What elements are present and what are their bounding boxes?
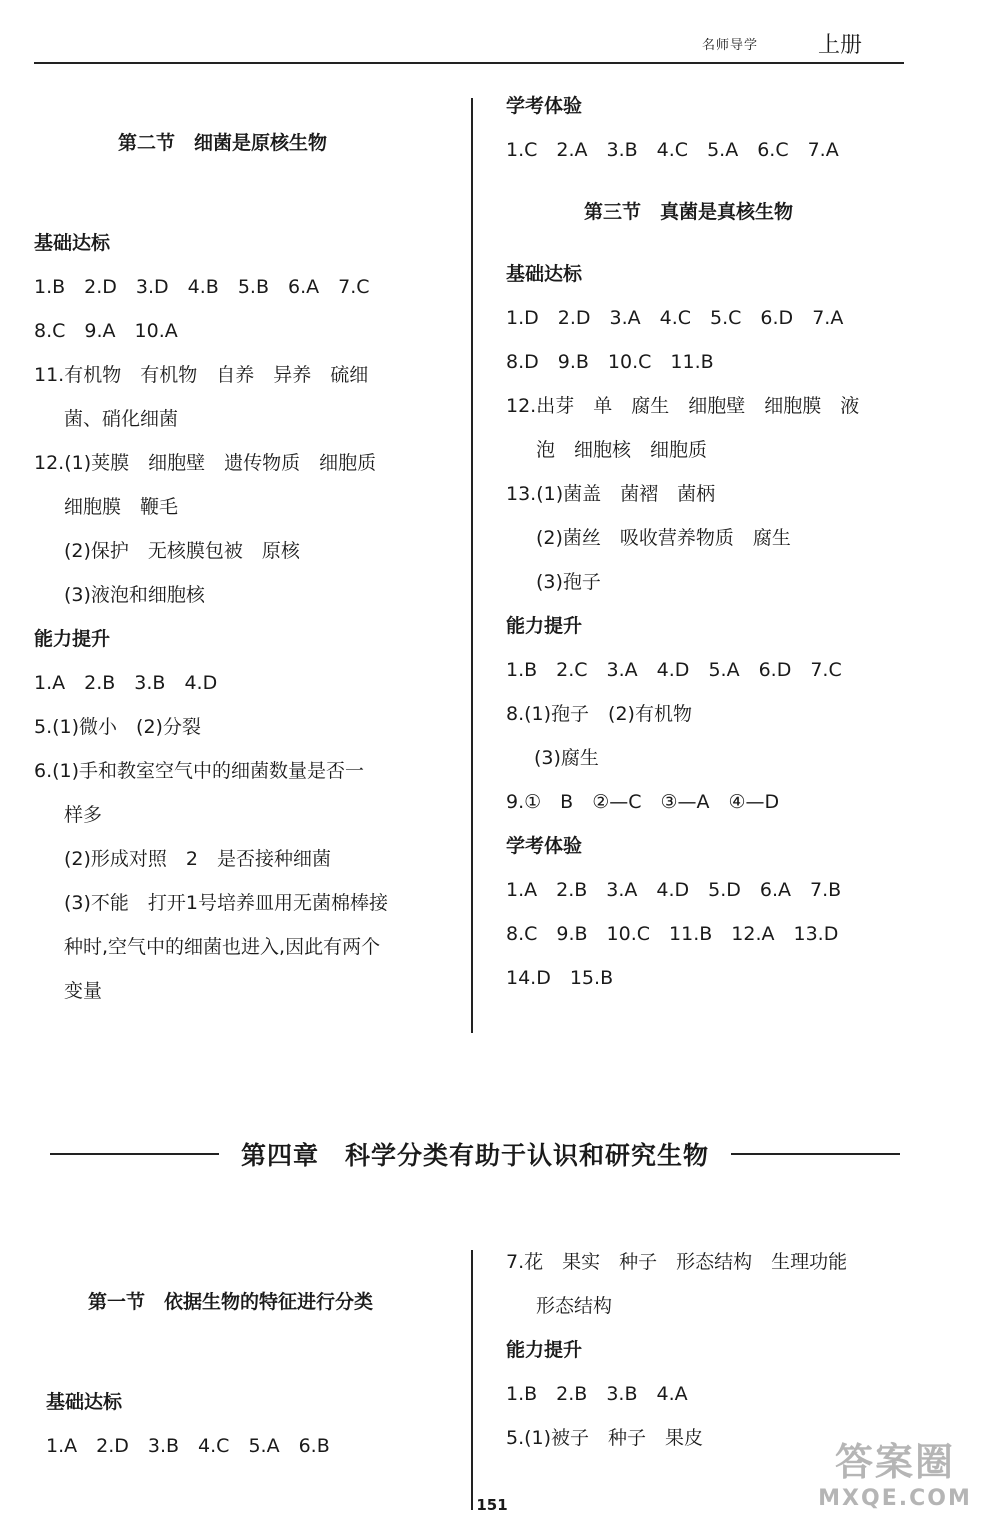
answer-line: 种时,空气中的细菌也进入,因此有两个 xyxy=(64,936,381,958)
bottom-left-column xyxy=(46,1262,466,1468)
answer-line: 1.A 2.B 3.A 4.D 5.D 6.A 7.B xyxy=(506,879,842,901)
section-heading: 基础达标 xyxy=(506,263,583,285)
answer-line: (3)液泡和细胞核 xyxy=(64,584,205,606)
spacer xyxy=(34,183,464,221)
answer-line: 1.B 2.C 3.A 4.D 5.A 6.D 7.C xyxy=(506,659,842,681)
watermark-line1: 答案圈 xyxy=(834,1440,955,1484)
answer-line: (2)菌丝 吸收营养物质 腐生 xyxy=(536,527,791,549)
answer-line: (3)腐生 xyxy=(534,747,599,769)
answer-line: 变量 xyxy=(64,980,103,1002)
section-title: 第二节 细菌是原核生物 xyxy=(118,132,328,154)
chapter-heading xyxy=(50,1136,900,1172)
chapter-rule-left xyxy=(50,1153,219,1155)
section-heading: 能力提升 xyxy=(34,628,111,650)
section-heading: 学考体验 xyxy=(506,835,583,857)
answer-line: 1.B 2.D 3.D 4.B 5.B 6.A 7.C xyxy=(34,276,370,298)
section-heading: 学考体验 xyxy=(506,95,583,117)
bottom-right-column xyxy=(506,1240,926,1460)
section-heading: 能力提升 xyxy=(506,1339,583,1361)
answer-line: 5.(1)微小 (2)分裂 xyxy=(34,716,201,738)
answer-line: 样多 xyxy=(64,804,103,826)
answer-line: 泡 细胞核 细胞质 xyxy=(536,439,708,461)
answer-line: 8.C 9.B 10.C 11.B 12.A 13.D xyxy=(506,923,839,945)
answer-line: 6.(1)手和教室空气中的细菌数量是否一 xyxy=(34,760,365,782)
watermark-line2: MXQE.COM xyxy=(818,1486,972,1511)
section-heading: 基础达标 xyxy=(46,1391,123,1413)
watermark-logo xyxy=(815,1440,975,1530)
header-volume: 上册 xyxy=(818,33,863,58)
answer-line: 8.C 9.A 10.A xyxy=(34,320,178,342)
answer-line: 13.(1)菌盖 菌褶 菌柄 xyxy=(506,483,716,505)
answer-line: 1.A 2.D 3.B 4.C 5.A 6.B xyxy=(46,1435,330,1457)
answer-line: 11.有机物 有机物 自养 异养 硫细 xyxy=(34,364,369,386)
answer-line: 5.(1)被子 种子 果皮 xyxy=(506,1427,704,1449)
answer-line: 1.D 2.D 3.A 4.C 5.C 6.D 7.A xyxy=(506,307,844,329)
answer-line: 菌、硝化细菌 xyxy=(64,408,179,430)
spacer xyxy=(46,1342,466,1380)
answer-line: (2)形成对照 2 是否接种细菌 xyxy=(64,848,332,870)
section-heading: 基础达标 xyxy=(34,232,111,254)
answer-line: 8.(1)孢子 (2)有机物 xyxy=(506,703,692,725)
answer-line: 1.C 2.A 3.B 4.C 5.A 6.C 7.A xyxy=(506,139,839,161)
header-rule xyxy=(34,62,904,64)
top-left-column xyxy=(34,103,464,1013)
answer-line: 1.A 2.B 3.B 4.D xyxy=(34,672,218,694)
answer-line: 8.D 9.B 10.C 11.B xyxy=(506,351,714,373)
section-title: 第三节 真菌是真核生物 xyxy=(584,201,794,223)
answer-line: (2)保护 无核膜包被 原核 xyxy=(64,540,300,562)
answer-line: 14.D 15.B xyxy=(506,967,614,989)
section-heading: 能力提升 xyxy=(506,615,583,637)
answer-line: 7.花 果实 种子 形态结构 生理功能 xyxy=(506,1251,848,1273)
answer-line: 9.① B ②—C ③—A ④—D xyxy=(506,791,780,813)
answer-line: 细胞膜 鞭毛 xyxy=(64,496,179,518)
top-right-column xyxy=(506,84,926,1000)
answer-line: 形态结构 xyxy=(536,1295,613,1317)
answer-line: (3)孢子 xyxy=(536,571,601,593)
column-divider-top xyxy=(471,98,473,1033)
answer-line: (3)不能 打开1号培养皿用无菌棉棒接 xyxy=(64,892,389,914)
answer-line: 1.B 2.B 3.B 4.A xyxy=(506,1383,688,1405)
answer-line: 12.(1)荚膜 细胞壁 遗传物质 细胞质 xyxy=(34,452,377,474)
page-number: 151 xyxy=(476,1496,508,1514)
header-series: 名师导学 xyxy=(702,38,759,53)
section-title: 第一节 依据生物的特征进行分类 xyxy=(88,1291,374,1313)
answer-line: 12.出芽 单 腐生 细胞壁 细胞膜 液 xyxy=(506,395,860,417)
chapter-title: 第四章 科学分类有助于认识和研究生物 xyxy=(241,1141,710,1170)
column-divider-bottom xyxy=(471,1250,473,1510)
chapter-rule-right xyxy=(731,1153,900,1155)
